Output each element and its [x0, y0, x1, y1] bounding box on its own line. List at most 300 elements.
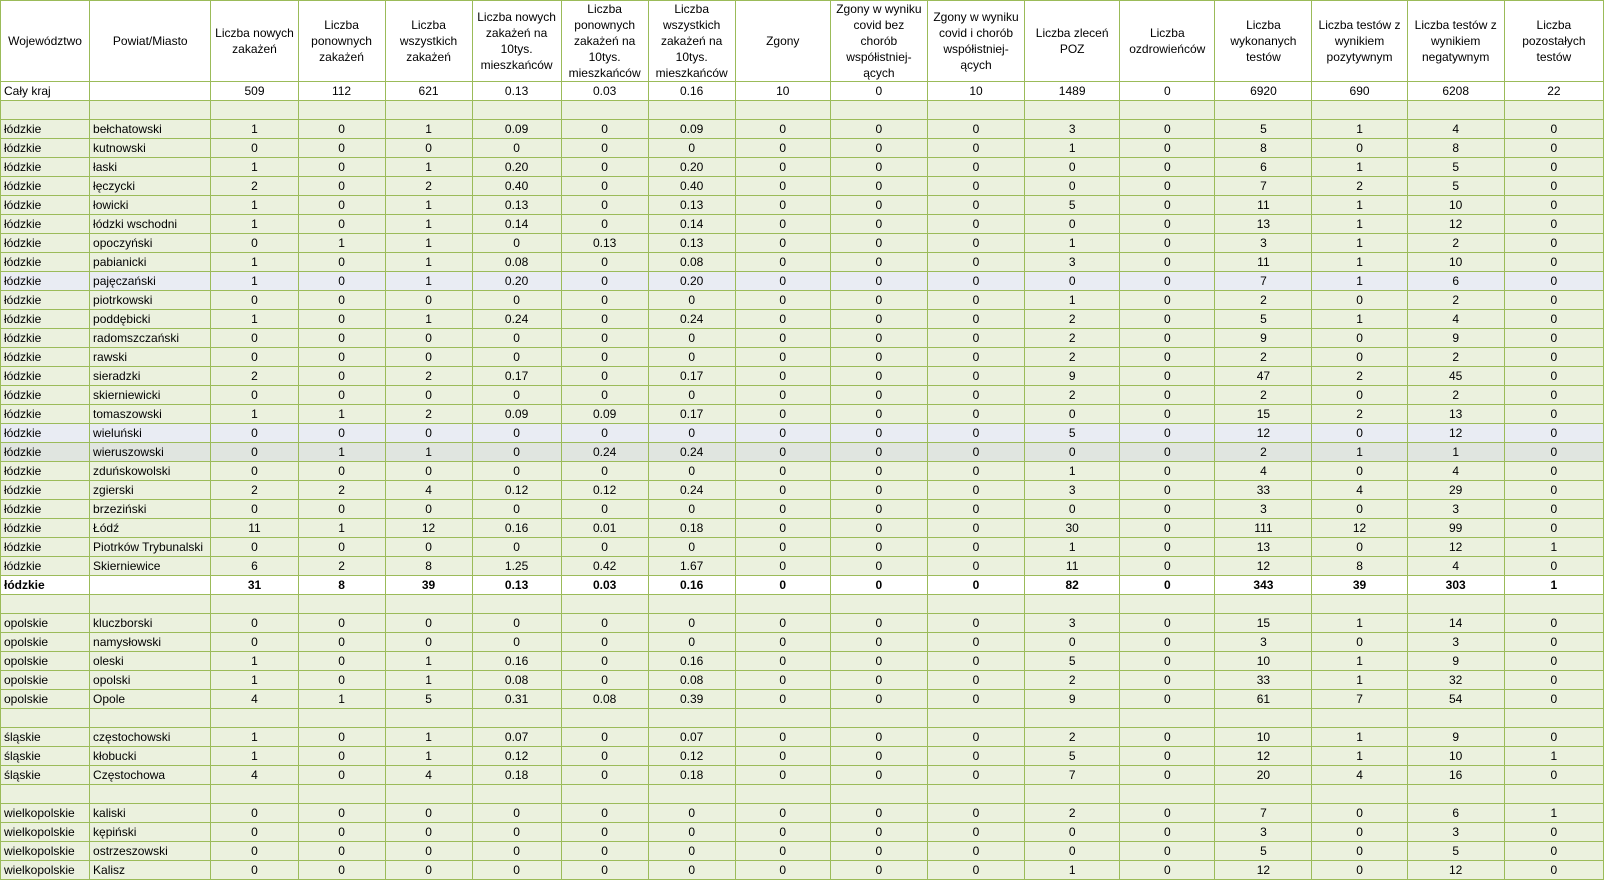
table-cell[interactable]: 0 — [927, 728, 1024, 747]
cell-wojewodztwo[interactable]: śląskie — [1, 766, 90, 785]
table-cell[interactable]: 1 — [385, 652, 472, 671]
cell-powiat[interactable]: bełchatowski — [90, 120, 211, 139]
table-cell[interactable]: 0 — [1120, 519, 1215, 538]
table-cell[interactable]: 13 — [1215, 215, 1312, 234]
table-cell[interactable]: 33 — [1215, 671, 1312, 690]
table-cell[interactable]: 0 — [1120, 614, 1215, 633]
cell-wojewodztwo[interactable]: opolskie — [1, 633, 90, 652]
table-cell[interactable]: 13 — [1215, 538, 1312, 557]
table-cell[interactable]: 0 — [1504, 842, 1603, 861]
table-cell[interactable]: 1 — [1312, 614, 1407, 633]
cell-wojewodztwo[interactable]: łódzkie — [1, 177, 90, 196]
table-cell[interactable]: 0 — [927, 823, 1024, 842]
cell-powiat[interactable]: kaliski — [90, 804, 211, 823]
table-cell[interactable]: 82 — [1025, 576, 1120, 595]
table-cell[interactable]: 1 — [211, 747, 298, 766]
table-cell[interactable] — [1120, 785, 1215, 804]
table-cell[interactable]: 1 — [211, 728, 298, 747]
table-cell[interactable]: 0 — [1504, 177, 1603, 196]
table-cell[interactable]: 0 — [648, 804, 735, 823]
table-cell[interactable]: 3 — [1025, 253, 1120, 272]
table-cell[interactable]: 5 — [1025, 652, 1120, 671]
table-cell[interactable]: 22 — [1504, 82, 1603, 101]
table-cell[interactable]: 0 — [211, 139, 298, 158]
cell-powiat[interactable] — [90, 101, 211, 120]
table-cell[interactable] — [472, 101, 561, 120]
table-cell[interactable]: 0 — [385, 633, 472, 652]
table-cell[interactable]: 9 — [1025, 690, 1120, 709]
table-cell[interactable]: 3 — [1215, 234, 1312, 253]
table-cell[interactable]: 5 — [1215, 842, 1312, 861]
table-cell[interactable]: 0 — [211, 842, 298, 861]
table-cell[interactable]: 0 — [472, 348, 561, 367]
table-cell[interactable]: 0 — [561, 424, 648, 443]
table-cell[interactable]: 0 — [927, 424, 1024, 443]
column-header[interactable]: Liczba nowych zakażeń na 10tys. mieszkańców — [472, 1, 561, 82]
table-cell[interactable]: 0.17 — [472, 367, 561, 386]
table-cell[interactable]: 0 — [1312, 842, 1407, 861]
table-cell[interactable]: 4 — [1215, 462, 1312, 481]
table-cell[interactable]: 0 — [385, 614, 472, 633]
table-cell[interactable]: 0 — [1312, 462, 1407, 481]
table-cell[interactable]: 0 — [1120, 120, 1215, 139]
table-cell[interactable]: 4 — [1407, 120, 1504, 139]
table-cell[interactable] — [1312, 785, 1407, 804]
table-cell[interactable]: 0 — [1120, 234, 1215, 253]
cell-wojewodztwo[interactable]: łódzkie — [1, 196, 90, 215]
table-cell[interactable]: 0 — [927, 139, 1024, 158]
table-cell[interactable]: 0 — [927, 500, 1024, 519]
table-cell[interactable]: 0 — [561, 329, 648, 348]
table-cell[interactable]: 0.39 — [648, 690, 735, 709]
table-cell[interactable]: 0 — [385, 139, 472, 158]
table-cell[interactable]: 10 — [1407, 253, 1504, 272]
table-cell[interactable] — [735, 101, 830, 120]
table-cell[interactable]: 0 — [1120, 272, 1215, 291]
table-cell[interactable]: 0 — [1025, 405, 1120, 424]
table-cell[interactable]: 0.12 — [472, 747, 561, 766]
table-cell[interactable]: 2 — [1407, 291, 1504, 310]
table-cell[interactable]: 39 — [1312, 576, 1407, 595]
table-cell[interactable]: 0 — [298, 861, 385, 880]
table-cell[interactable]: 0 — [830, 804, 927, 823]
table-cell[interactable]: 30 — [1025, 519, 1120, 538]
table-cell[interactable]: 0 — [1120, 367, 1215, 386]
cell-wojewodztwo[interactable]: łódzkie — [1, 253, 90, 272]
column-header[interactable]: Liczba zleceń POZ — [1025, 1, 1120, 82]
table-cell[interactable]: 99 — [1407, 519, 1504, 538]
table-cell[interactable]: 1 — [385, 310, 472, 329]
table-cell[interactable] — [830, 595, 927, 614]
column-header[interactable]: Liczba ponownych zakażeń na 10tys. mieszkańców — [561, 1, 648, 82]
table-cell[interactable]: 0 — [1120, 405, 1215, 424]
table-cell[interactable]: 0 — [1504, 120, 1603, 139]
table-cell[interactable]: 4 — [1407, 557, 1504, 576]
table-cell[interactable]: 0 — [1120, 481, 1215, 500]
table-cell[interactable]: 2 — [211, 367, 298, 386]
cell-powiat[interactable]: pabianicki — [90, 253, 211, 272]
table-cell[interactable] — [1215, 785, 1312, 804]
table-cell[interactable]: 2 — [1025, 310, 1120, 329]
table-cell[interactable]: 0 — [735, 443, 830, 462]
table-cell[interactable]: 0 — [1504, 367, 1603, 386]
table-cell[interactable] — [735, 785, 830, 804]
table-cell[interactable]: 0.09 — [472, 405, 561, 424]
table-cell[interactable]: 11 — [211, 519, 298, 538]
table-cell[interactable]: 0 — [1504, 196, 1603, 215]
table-cell[interactable]: 0 — [298, 139, 385, 158]
table-cell[interactable]: 4 — [385, 766, 472, 785]
cell-wojewodztwo[interactable]: łódzkie — [1, 500, 90, 519]
table-cell[interactable]: 0.24 — [648, 310, 735, 329]
table-cell[interactable]: 0 — [1504, 671, 1603, 690]
table-cell[interactable]: 0 — [298, 671, 385, 690]
table-cell[interactable]: 0 — [830, 728, 927, 747]
table-cell[interactable] — [927, 101, 1024, 120]
table-cell[interactable]: 1 — [1504, 747, 1603, 766]
table-cell[interactable]: 0 — [211, 500, 298, 519]
table-cell[interactable]: 0 — [830, 443, 927, 462]
table-cell[interactable]: 0 — [298, 386, 385, 405]
table-cell[interactable]: 0.17 — [648, 405, 735, 424]
table-cell[interactable]: 0 — [385, 842, 472, 861]
table-cell[interactable]: 0 — [1120, 861, 1215, 880]
cell-powiat[interactable]: opoczyński — [90, 234, 211, 253]
table-cell[interactable]: 1 — [1025, 139, 1120, 158]
table-cell[interactable]: 11 — [1215, 196, 1312, 215]
table-cell[interactable]: 2 — [1407, 234, 1504, 253]
table-cell[interactable]: 2 — [1215, 443, 1312, 462]
table-cell[interactable]: 10 — [735, 82, 830, 101]
table-cell[interactable]: 1 — [211, 253, 298, 272]
table-cell[interactable]: 0 — [298, 291, 385, 310]
table-cell[interactable]: 1 — [1504, 804, 1603, 823]
table-cell[interactable]: 2 — [211, 481, 298, 500]
table-cell[interactable]: 0 — [648, 633, 735, 652]
table-cell[interactable]: 0 — [1504, 329, 1603, 348]
table-cell[interactable]: 0 — [735, 519, 830, 538]
table-cell[interactable]: 12 — [1407, 424, 1504, 443]
table-cell[interactable]: 0 — [472, 139, 561, 158]
table-cell[interactable]: 5 — [1215, 310, 1312, 329]
table-cell[interactable]: 4 — [1407, 310, 1504, 329]
table-cell[interactable]: 2 — [1215, 348, 1312, 367]
table-cell[interactable]: 0 — [927, 196, 1024, 215]
table-cell[interactable]: 9 — [1407, 652, 1504, 671]
cell-wojewodztwo[interactable] — [1, 595, 90, 614]
table-cell[interactable]: 2 — [1407, 386, 1504, 405]
table-cell[interactable]: 0 — [927, 766, 1024, 785]
table-cell[interactable]: 0 — [927, 557, 1024, 576]
column-header[interactable]: Powiat/Miasto — [90, 1, 211, 82]
table-cell[interactable]: 5 — [385, 690, 472, 709]
table-cell[interactable] — [1215, 101, 1312, 120]
table-cell[interactable]: 0.40 — [472, 177, 561, 196]
cell-wojewodztwo[interactable]: łódzkie — [1, 158, 90, 177]
table-cell[interactable]: 0 — [1025, 177, 1120, 196]
table-cell[interactable]: 112 — [298, 82, 385, 101]
table-cell[interactable]: 5 — [1215, 120, 1312, 139]
table-cell[interactable]: 0 — [561, 633, 648, 652]
cell-wojewodztwo[interactable]: łódzkie — [1, 443, 90, 462]
table-cell[interactable] — [1312, 595, 1407, 614]
table-cell[interactable]: 10 — [1407, 196, 1504, 215]
table-cell[interactable]: 1 — [385, 272, 472, 291]
table-cell[interactable]: 0 — [1312, 804, 1407, 823]
table-cell[interactable]: 0 — [298, 310, 385, 329]
table-cell[interactable]: 0 — [927, 120, 1024, 139]
table-cell[interactable]: 0 — [561, 728, 648, 747]
cell-powiat[interactable] — [90, 709, 211, 728]
table-cell[interactable]: 0 — [1504, 386, 1603, 405]
table-cell[interactable]: 7 — [1215, 804, 1312, 823]
table-cell[interactable] — [1504, 595, 1603, 614]
table-cell[interactable]: 0.16 — [472, 519, 561, 538]
table-cell[interactable]: 0 — [1120, 690, 1215, 709]
table-cell[interactable]: 0 — [927, 462, 1024, 481]
table-cell[interactable]: 0 — [735, 196, 830, 215]
table-cell[interactable]: 0 — [472, 538, 561, 557]
cell-powiat[interactable]: Opole — [90, 690, 211, 709]
table-cell[interactable]: 2 — [385, 405, 472, 424]
table-cell[interactable]: 0 — [298, 196, 385, 215]
cell-powiat[interactable]: namysłowski — [90, 633, 211, 652]
table-cell[interactable]: 0 — [927, 614, 1024, 633]
table-cell[interactable]: 2 — [298, 557, 385, 576]
table-cell[interactable]: 0 — [1120, 443, 1215, 462]
table-cell[interactable]: 0 — [830, 462, 927, 481]
table-cell[interactable]: 0 — [830, 823, 927, 842]
table-cell[interactable]: 2 — [211, 177, 298, 196]
table-cell[interactable] — [735, 709, 830, 728]
table-cell[interactable]: 0 — [298, 842, 385, 861]
table-cell[interactable]: 0 — [735, 348, 830, 367]
table-cell[interactable]: 0 — [648, 424, 735, 443]
table-cell[interactable]: 0 — [298, 158, 385, 177]
table-cell[interactable]: 0 — [1504, 139, 1603, 158]
column-header[interactable]: Zgony w wyniku covid i chorób współistniejących — [927, 1, 1024, 82]
table-cell[interactable]: 0 — [1120, 747, 1215, 766]
cell-powiat[interactable]: Łódź — [90, 519, 211, 538]
table-cell[interactable] — [1120, 101, 1215, 120]
table-cell[interactable]: 7 — [1312, 690, 1407, 709]
table-cell[interactable]: 0 — [1504, 405, 1603, 424]
column-header[interactable]: Województwo — [1, 1, 90, 82]
table-cell[interactable]: 0 — [561, 804, 648, 823]
table-cell[interactable]: 9 — [1407, 728, 1504, 747]
table-cell[interactable] — [472, 595, 561, 614]
table-cell[interactable]: 8 — [385, 557, 472, 576]
table-cell[interactable]: 0 — [735, 386, 830, 405]
column-header[interactable]: Liczba wszystkich zakażeń — [385, 1, 472, 82]
table-cell[interactable]: 0 — [561, 823, 648, 842]
table-cell[interactable]: 1 — [1407, 443, 1504, 462]
table-cell[interactable]: 61 — [1215, 690, 1312, 709]
table-cell[interactable]: 0 — [1025, 215, 1120, 234]
table-cell[interactable]: 11 — [1215, 253, 1312, 272]
table-cell[interactable]: 0 — [830, 367, 927, 386]
table-cell[interactable]: 0 — [927, 861, 1024, 880]
table-cell[interactable]: 0.20 — [472, 272, 561, 291]
table-cell[interactable]: 0 — [1504, 481, 1603, 500]
table-cell[interactable]: 0 — [830, 861, 927, 880]
table-cell[interactable]: 3 — [1025, 614, 1120, 633]
table-cell[interactable]: 10 — [1215, 652, 1312, 671]
table-cell[interactable] — [561, 785, 648, 804]
table-cell[interactable]: 0 — [385, 291, 472, 310]
table-cell[interactable]: 1 — [385, 671, 472, 690]
table-cell[interactable]: 0 — [385, 823, 472, 842]
table-cell[interactable]: 2 — [1025, 386, 1120, 405]
table-cell[interactable]: 0 — [927, 158, 1024, 177]
table-cell[interactable]: 0 — [1504, 861, 1603, 880]
table-cell[interactable]: 1 — [1504, 538, 1603, 557]
table-cell[interactable]: 12 — [1407, 538, 1504, 557]
table-cell[interactable]: 0 — [830, 329, 927, 348]
table-cell[interactable]: 0.24 — [648, 443, 735, 462]
cell-wojewodztwo[interactable]: łódzkie — [1, 291, 90, 310]
table-cell[interactable]: 0 — [472, 633, 561, 652]
table-cell[interactable]: 0 — [830, 291, 927, 310]
table-cell[interactable]: 0 — [298, 747, 385, 766]
cell-powiat[interactable] — [90, 785, 211, 804]
table-cell[interactable]: 6 — [211, 557, 298, 576]
table-cell[interactable]: 4 — [211, 766, 298, 785]
table-cell[interactable]: 0 — [1025, 158, 1120, 177]
table-cell[interactable]: 0 — [1312, 139, 1407, 158]
table-cell[interactable]: 0 — [385, 462, 472, 481]
table-cell[interactable]: 0 — [1504, 652, 1603, 671]
table-cell[interactable] — [1407, 101, 1504, 120]
table-cell[interactable]: 0 — [561, 747, 648, 766]
table-cell[interactable]: 0.07 — [648, 728, 735, 747]
table-cell[interactable]: 0 — [735, 234, 830, 253]
table-cell[interactable]: 5 — [1025, 196, 1120, 215]
table-cell[interactable]: 1 — [1312, 253, 1407, 272]
table-cell[interactable] — [735, 595, 830, 614]
table-cell[interactable]: 0 — [472, 443, 561, 462]
table-cell[interactable]: 5 — [1407, 842, 1504, 861]
table-cell[interactable] — [1120, 709, 1215, 728]
table-cell[interactable]: 0 — [1120, 348, 1215, 367]
table-cell[interactable]: 1 — [298, 405, 385, 424]
table-cell[interactable]: 0 — [1312, 823, 1407, 842]
table-cell[interactable]: 10 — [927, 82, 1024, 101]
table-cell[interactable]: 11 — [1025, 557, 1120, 576]
table-cell[interactable] — [830, 101, 927, 120]
table-cell[interactable]: 12 — [1215, 557, 1312, 576]
table-cell[interactable]: 3 — [1215, 633, 1312, 652]
cell-powiat[interactable]: zgierski — [90, 481, 211, 500]
cell-wojewodztwo[interactable]: łódzkie — [1, 386, 90, 405]
table-cell[interactable]: 1 — [211, 310, 298, 329]
column-header[interactable]: Liczba ponownych zakażeń — [298, 1, 385, 82]
table-cell[interactable]: 0 — [211, 329, 298, 348]
table-cell[interactable]: 0 — [830, 310, 927, 329]
table-cell[interactable]: 0 — [927, 367, 1024, 386]
table-cell[interactable]: 0 — [830, 139, 927, 158]
table-cell[interactable]: 1 — [211, 196, 298, 215]
table-cell[interactable] — [561, 595, 648, 614]
table-cell[interactable] — [1025, 785, 1120, 804]
table-cell[interactable]: 0.03 — [561, 82, 648, 101]
table-cell[interactable]: 0.20 — [472, 158, 561, 177]
table-cell[interactable]: 3 — [1025, 481, 1120, 500]
table-cell[interactable]: 1489 — [1025, 82, 1120, 101]
cell-powiat[interactable]: brzeziński — [90, 500, 211, 519]
table-cell[interactable]: 0 — [735, 462, 830, 481]
table-cell[interactable]: 0 — [735, 633, 830, 652]
table-cell[interactable]: 0 — [561, 272, 648, 291]
table-cell[interactable]: 0 — [1312, 329, 1407, 348]
table-cell[interactable]: 0 — [1120, 82, 1215, 101]
table-cell[interactable]: 0 — [830, 747, 927, 766]
table-cell[interactable]: 0 — [1120, 728, 1215, 747]
table-cell[interactable]: 0 — [1025, 823, 1120, 842]
table-cell[interactable]: 2 — [298, 481, 385, 500]
table-cell[interactable]: 0.24 — [648, 481, 735, 500]
table-cell[interactable]: 4 — [1312, 481, 1407, 500]
table-cell[interactable]: 0 — [561, 253, 648, 272]
table-cell[interactable]: 0 — [561, 462, 648, 481]
table-cell[interactable]: 6920 — [1215, 82, 1312, 101]
table-cell[interactable]: 0 — [735, 405, 830, 424]
table-cell[interactable]: 3 — [1215, 500, 1312, 519]
table-cell[interactable]: 0 — [561, 177, 648, 196]
table-cell[interactable]: 0 — [735, 215, 830, 234]
cell-powiat[interactable]: sieradzki — [90, 367, 211, 386]
table-cell[interactable]: 1 — [385, 120, 472, 139]
table-cell[interactable]: 0 — [1025, 443, 1120, 462]
table-cell[interactable] — [1312, 709, 1407, 728]
table-cell[interactable]: 0 — [211, 462, 298, 481]
table-cell[interactable]: 0 — [1312, 348, 1407, 367]
table-cell[interactable]: 6 — [1215, 158, 1312, 177]
table-cell[interactable] — [211, 101, 298, 120]
table-cell[interactable]: 0 — [472, 614, 561, 633]
table-cell[interactable]: 0.13 — [472, 196, 561, 215]
table-cell[interactable]: 0 — [927, 690, 1024, 709]
cell-powiat[interactable]: piotrkowski — [90, 291, 211, 310]
table-cell[interactable] — [1215, 595, 1312, 614]
column-header[interactable]: Liczba testów z wynikiem negatywnym — [1407, 1, 1504, 82]
table-cell[interactable]: 1 — [385, 158, 472, 177]
cell-powiat[interactable]: pajęczański — [90, 272, 211, 291]
table-cell[interactable]: 0 — [211, 234, 298, 253]
table-cell[interactable]: 0 — [1504, 348, 1603, 367]
cell-wojewodztwo[interactable]: łódzkie — [1, 272, 90, 291]
table-cell[interactable] — [1120, 595, 1215, 614]
table-cell[interactable]: 0 — [927, 842, 1024, 861]
table-cell[interactable] — [385, 709, 472, 728]
table-cell[interactable]: 33 — [1215, 481, 1312, 500]
column-header[interactable]: Zgony w wyniku covid bez chorób współistniejących — [830, 1, 927, 82]
table-cell[interactable] — [648, 101, 735, 120]
table-cell[interactable]: 0 — [1504, 823, 1603, 842]
cell-powiat[interactable]: kutnowski — [90, 139, 211, 158]
table-cell[interactable]: 0 — [735, 158, 830, 177]
table-cell[interactable]: 0 — [927, 272, 1024, 291]
table-cell[interactable]: 0 — [1312, 291, 1407, 310]
table-cell[interactable]: 0 — [648, 823, 735, 842]
table-cell[interactable]: 2 — [1215, 291, 1312, 310]
table-cell[interactable]: 1 — [211, 272, 298, 291]
table-cell[interactable]: 0 — [1120, 386, 1215, 405]
table-cell[interactable]: 0 — [735, 367, 830, 386]
table-cell[interactable]: 0 — [830, 196, 927, 215]
table-cell[interactable]: 0 — [735, 481, 830, 500]
table-cell[interactable]: 0 — [735, 424, 830, 443]
